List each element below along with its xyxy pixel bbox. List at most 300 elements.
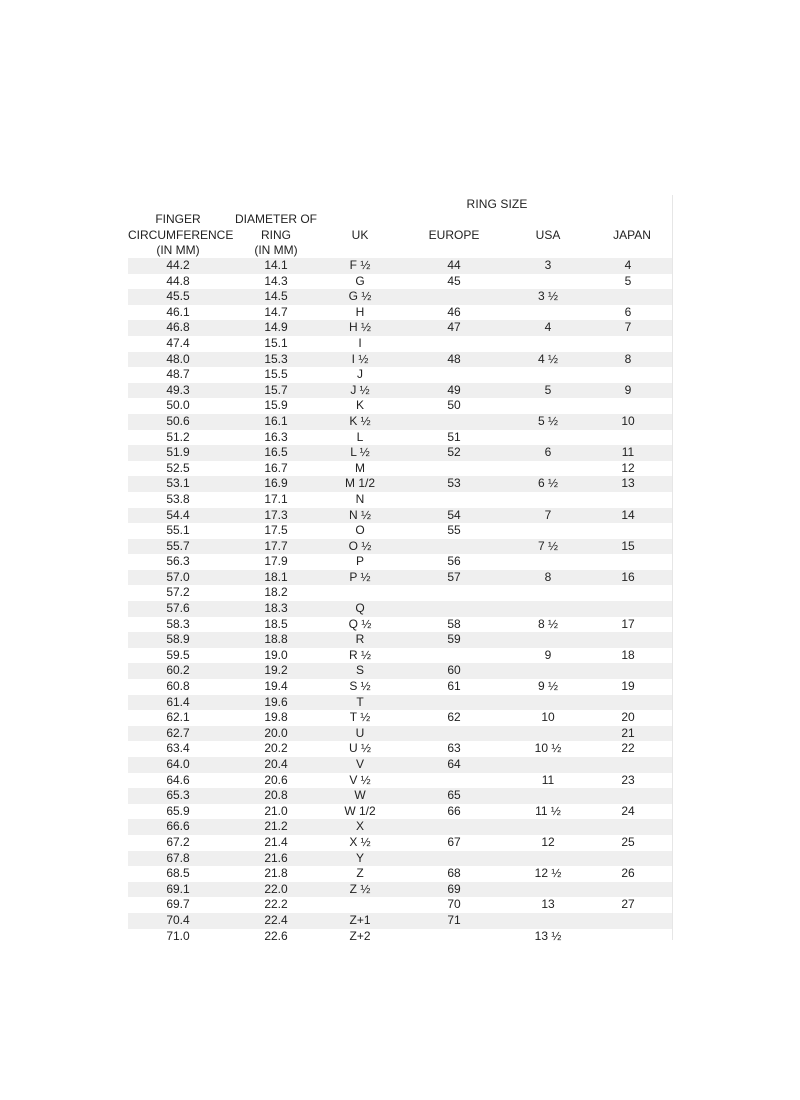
europe-size-cell	[396, 929, 512, 945]
table-row	[128, 773, 672, 789]
usa-size-cell: 3	[544, 258, 552, 272]
japan-size-cell: 15	[621, 538, 635, 553]
japan-size-cell: 12	[621, 460, 635, 475]
finger-circumference-cell: 54.4	[166, 507, 190, 522]
europe-size-cell: 62	[447, 710, 461, 725]
diameter-cell: 20.2	[264, 741, 288, 756]
europe-size-cell: 66	[447, 803, 461, 818]
japan-size-cell	[584, 929, 672, 945]
uk-header: UK	[351, 228, 369, 242]
uk-size-cell: K ½	[349, 413, 371, 428]
uk-size-cell: W 1/2	[344, 803, 376, 818]
diameter-cell: 20.8	[264, 788, 288, 803]
japan-size-cell: 24	[621, 803, 635, 818]
usa-size-cell	[512, 757, 584, 773]
uk-size-cell: N ½	[348, 507, 371, 522]
table-row	[128, 897, 672, 913]
europe-size-cell: 68	[447, 866, 461, 881]
japan-size-cell: 22	[621, 741, 635, 756]
uk-size-cell: M	[355, 460, 365, 475]
diameter-cell: 19.0	[264, 647, 288, 662]
uk-size-cell	[324, 585, 396, 601]
europe-size-cell: 47	[447, 320, 461, 335]
table-row	[128, 866, 672, 882]
finger-circumference-cell: 55.7	[166, 538, 190, 553]
europe-size-cell	[396, 461, 512, 477]
table-row	[128, 352, 672, 368]
table-row	[128, 632, 672, 648]
europe-size-cell: 63	[447, 741, 461, 756]
europe-size-cell	[396, 601, 512, 617]
usa-size-cell	[512, 398, 584, 414]
table-row	[128, 851, 672, 867]
finger-circumference-cell: 45.5	[166, 289, 190, 304]
uk-size-cell: O	[355, 523, 365, 538]
table-row	[128, 741, 672, 757]
europe-size-cell: 59	[447, 632, 461, 647]
japan-size-cell	[584, 632, 672, 648]
usa-size-cell	[512, 554, 584, 570]
europe-size-cell: 52	[447, 445, 461, 460]
usa-size-cell: 10	[541, 710, 555, 725]
japan-size-cell: 19	[621, 679, 635, 694]
finger-circumference-cell: 51.2	[166, 429, 190, 444]
table-row	[128, 804, 672, 820]
japan-size-cell	[584, 851, 672, 867]
usa-size-cell	[512, 695, 584, 711]
japan-size-cell	[584, 601, 672, 617]
table-row	[128, 617, 672, 633]
usa-size-cell: 7 ½	[537, 538, 558, 553]
europe-size-cell: 44	[447, 258, 461, 272]
usa-size-cell	[512, 274, 584, 290]
japan-size-cell: 8	[624, 351, 632, 366]
europe-size-cell	[396, 648, 512, 664]
table-row	[128, 554, 672, 570]
europe-size-cell: 69	[447, 881, 461, 896]
finger-header-line: CIRCUMFERENCE	[128, 227, 234, 242]
uk-size-cell: Z+2	[349, 928, 371, 943]
table-row	[128, 274, 672, 290]
diameter-cell: 20.0	[264, 725, 288, 740]
uk-size-cell: P ½	[349, 569, 371, 584]
europe-size-cell: 57	[447, 569, 461, 584]
uk-size-cell: F ½	[349, 258, 371, 272]
diameter-header-line: DIAMETER OF	[234, 212, 317, 226]
finger-circumference-cell: 69.1	[166, 881, 190, 896]
europe-size-cell: 67	[447, 834, 461, 849]
uk-size-cell: V	[355, 757, 364, 771]
uk-size-cell: Z ½	[349, 881, 371, 896]
uk-size-cell: Z	[356, 866, 364, 881]
finger-circumference-cell: 62.1	[166, 710, 190, 725]
europe-size-cell: 71	[447, 912, 461, 927]
finger-circumference-cell: 47.4	[166, 335, 190, 350]
uk-size-cell: O ½	[348, 538, 372, 553]
uk-size-cell: G	[355, 273, 365, 288]
finger-circumference-cell: 67.8	[166, 850, 190, 865]
europe-size-cell	[396, 414, 512, 430]
europe-size-cell: 48	[447, 351, 461, 366]
japan-size-cell: 14	[621, 507, 635, 522]
europe-size-cell: 58	[447, 616, 461, 631]
uk-size-cell: I ½	[351, 351, 369, 366]
table-row	[128, 882, 672, 898]
uk-size-cell: X	[355, 819, 364, 834]
europe-size-cell	[396, 851, 512, 867]
finger-circumference-cell: 53.8	[166, 491, 190, 506]
usa-size-cell: 12	[541, 834, 555, 849]
finger-circumference-cell: 67.2	[166, 834, 190, 849]
europe-size-cell	[396, 539, 512, 555]
diameter-cell: 17.7	[264, 538, 288, 553]
diameter-cell: 14.3	[264, 273, 288, 288]
diameter-cell: 17.5	[264, 523, 288, 538]
europe-size-cell	[396, 367, 512, 383]
japan-size-cell: 13	[621, 476, 635, 491]
uk-size-cell: H	[355, 304, 365, 319]
japan-size-cell	[584, 757, 672, 773]
diameter-cell: 15.7	[264, 382, 288, 397]
usa-size-cell	[512, 523, 584, 539]
finger-circumference-cell: 60.8	[166, 679, 190, 694]
japan-size-cell: 16	[621, 569, 635, 584]
table-row	[128, 320, 672, 336]
table-row	[128, 414, 672, 430]
europe-size-cell: 50	[447, 398, 461, 413]
japan-size-cell: 23	[621, 772, 635, 787]
finger-circumference-cell: 66.6	[166, 819, 190, 834]
japan-size-cell	[584, 882, 672, 898]
usa-size-cell: 6 ½	[537, 476, 558, 491]
usa-size-cell	[512, 461, 584, 477]
europe-size-cell: 70	[447, 897, 461, 912]
japan-size-cell: 21	[621, 725, 635, 740]
finger-circumference-cell: 48.0	[166, 351, 190, 366]
finger-circumference-cell: 51.9	[166, 445, 190, 460]
finger-circumference-cell: 46.8	[166, 320, 190, 335]
europe-size-cell	[396, 819, 512, 835]
usa-size-cell: 4	[544, 320, 552, 335]
europe-size-cell	[396, 773, 512, 789]
finger-circumference-cell: 58.9	[166, 632, 190, 647]
diameter-cell: 18.8	[264, 632, 288, 647]
diameter-cell: 19.8	[264, 710, 288, 725]
japan-size-cell: 11	[621, 445, 635, 460]
japan-size-cell: 18	[621, 647, 635, 662]
europe-size-cell	[396, 695, 512, 711]
usa-size-cell: 12 ½	[534, 866, 562, 881]
usa-size-cell	[512, 367, 584, 383]
japan-size-cell	[584, 663, 672, 679]
table-row	[128, 679, 672, 695]
diameter-cell: 17.1	[264, 491, 288, 506]
usa-size-cell	[512, 585, 584, 601]
usa-size-cell	[512, 913, 584, 929]
usa-size-cell	[512, 632, 584, 648]
diameter-cell: 21.8	[264, 866, 288, 881]
japan-size-cell: 20	[621, 710, 635, 725]
usa-size-cell	[512, 819, 584, 835]
finger-circumference-cell: 60.2	[166, 663, 190, 678]
table-row	[128, 663, 672, 679]
uk-size-cell: H ½	[348, 320, 371, 335]
diameter-cell: 18.5	[264, 616, 288, 631]
usa-header: USA	[535, 228, 561, 242]
table-row	[128, 648, 672, 664]
finger-circumference-cell: 57.0	[166, 569, 190, 584]
table-row	[128, 585, 672, 601]
diameter-cell: 22.4	[264, 912, 288, 927]
diameter-cell: 16.7	[264, 460, 288, 475]
table-row	[128, 476, 672, 492]
europe-size-cell: 51	[447, 429, 461, 444]
finger-circumference-cell: 44.2	[166, 258, 190, 272]
europe-size-cell: 46	[447, 304, 461, 319]
diameter-cell: 17.9	[264, 554, 288, 569]
diameter-cell: 15.3	[264, 351, 288, 366]
usa-size-cell	[512, 492, 584, 508]
finger-header-line: (IN MM)	[156, 243, 200, 257]
finger-circumference-header	[128, 212, 234, 259]
finger-circumference-cell: 50.6	[166, 413, 190, 428]
ring-size-group-header: RING SIZE	[466, 197, 528, 211]
finger-circumference-cell: 48.7	[166, 367, 190, 382]
uk-size-cell: Q	[355, 601, 365, 616]
diameter-cell: 15.5	[264, 367, 288, 382]
diameter-cell: 18.3	[264, 601, 288, 616]
usa-size-cell	[512, 430, 584, 446]
usa-size-cell	[512, 788, 584, 804]
usa-size-cell	[512, 601, 584, 617]
table-row	[128, 492, 672, 508]
finger-circumference-cell: 58.3	[166, 616, 190, 631]
finger-circumference-cell: 57.2	[166, 585, 190, 600]
usa-size-cell: 11	[541, 772, 555, 787]
diameter-cell: 22.0	[264, 881, 288, 896]
uk-size-cell: Y	[355, 850, 364, 865]
usa-size-cell: 3 ½	[537, 289, 558, 304]
uk-size-cell: Z+1	[349, 912, 371, 927]
finger-circumference-cell: 55.1	[166, 523, 190, 538]
japan-size-cell	[584, 430, 672, 446]
uk-size-cell: K	[355, 398, 364, 413]
diameter-cell: 15.1	[264, 335, 288, 350]
table-row	[128, 695, 672, 711]
finger-circumference-cell: 52.5	[166, 460, 190, 475]
uk-size-cell: J	[357, 367, 363, 382]
diameter-cell: 16.3	[264, 429, 288, 444]
table-row	[128, 445, 672, 461]
table-row	[128, 383, 672, 399]
usa-size-cell	[512, 305, 584, 321]
japan-size-cell	[584, 554, 672, 570]
table-row	[128, 367, 672, 383]
table-row	[128, 929, 672, 945]
uk-size-cell: N	[355, 491, 365, 506]
japan-size-cell	[584, 695, 672, 711]
diameter-header-line: RING	[261, 227, 291, 242]
uk-size-cell: V ½	[349, 772, 371, 787]
europe-size-cell	[396, 585, 512, 601]
finger-circumference-cell: 56.3	[166, 554, 190, 569]
finger-circumference-cell: 65.3	[166, 788, 190, 803]
uk-size-cell: U ½	[348, 741, 371, 756]
diameter-cell: 14.7	[264, 304, 288, 319]
finger-circumference-cell: 61.4	[166, 694, 190, 709]
uk-size-cell: G ½	[348, 289, 372, 304]
europe-size-cell	[396, 492, 512, 508]
diameter-cell: 14.9	[264, 320, 288, 335]
diameter-cell: 19.6	[264, 694, 288, 709]
japan-size-cell: 17	[621, 616, 635, 631]
japan-size-cell: 7	[624, 320, 632, 335]
usa-size-cell: 9	[544, 647, 552, 662]
europe-size-cell: 61	[447, 679, 461, 694]
finger-circumference-cell: 53.1	[166, 476, 190, 491]
diameter-cell: 19.4	[264, 679, 288, 694]
finger-circumference-cell: 59.5	[166, 647, 190, 662]
usa-size-cell: 10 ½	[534, 741, 562, 756]
japan-size-cell: 4	[624, 258, 632, 272]
diameter-cell: 21.0	[264, 803, 288, 818]
japan-size-cell	[584, 398, 672, 414]
europe-size-cell: 55	[447, 523, 461, 538]
uk-size-cell: R ½	[348, 647, 371, 662]
diameter-cell: 16.1	[264, 413, 288, 428]
table-row	[128, 523, 672, 539]
uk-size-cell: T ½	[349, 710, 371, 725]
uk-size-cell: R	[355, 632, 365, 647]
table-row	[128, 835, 672, 851]
usa-size-cell: 8 ½	[537, 616, 558, 631]
japan-size-cell	[584, 819, 672, 835]
finger-circumference-cell: 68.5	[166, 866, 190, 881]
finger-circumference-cell: 63.4	[166, 741, 190, 756]
japan-size-cell: 10	[621, 413, 635, 428]
uk-size-cell: Q ½	[348, 616, 372, 631]
usa-size-cell: 5 ½	[537, 413, 558, 428]
usa-size-cell: 5	[544, 382, 552, 397]
usa-size-cell: 8	[544, 569, 552, 584]
diameter-cell: 16.9	[264, 476, 288, 491]
japan-size-cell: 6	[624, 304, 632, 319]
usa-size-cell: 6	[544, 445, 552, 460]
uk-size-cell: I	[358, 335, 362, 350]
japan-size-cell: 26	[621, 866, 635, 881]
table-row	[128, 819, 672, 835]
japan-size-cell	[584, 585, 672, 601]
table-row	[128, 913, 672, 929]
usa-size-cell: 4 ½	[537, 351, 558, 366]
japan-size-cell: 25	[621, 834, 635, 849]
uk-size-cell	[324, 897, 396, 913]
finger-header-line: FINGER	[155, 212, 201, 226]
table-row	[128, 430, 672, 446]
finger-circumference-cell: 64.0	[166, 757, 190, 771]
japan-size-cell	[584, 367, 672, 383]
usa-size-cell: 9 ½	[537, 679, 558, 694]
finger-circumference-cell: 69.7	[166, 897, 190, 912]
uk-size-cell: L ½	[350, 445, 370, 460]
uk-size-cell: M 1/2	[344, 476, 375, 491]
table-row	[128, 710, 672, 726]
page-edge-divider	[672, 195, 673, 940]
table-row	[128, 336, 672, 352]
uk-size-cell: T	[356, 694, 364, 709]
usa-size-cell	[512, 882, 584, 898]
diameter-cell: 22.2	[264, 897, 288, 912]
finger-circumference-cell: 57.6	[166, 601, 190, 616]
europe-size-cell: 60	[447, 663, 461, 678]
finger-circumference-cell: 46.1	[166, 304, 190, 319]
table-row	[128, 461, 672, 477]
diameter-cell: 20.6	[264, 772, 288, 787]
diameter-cell: 20.4	[264, 757, 288, 771]
diameter-cell: 18.2	[264, 585, 288, 600]
europe-size-cell: 65	[447, 788, 461, 803]
usa-size-cell	[512, 663, 584, 679]
europe-size-cell: 49	[447, 382, 461, 397]
europe-size-cell: 56	[447, 554, 461, 569]
diameter-cell: 15.9	[264, 398, 288, 413]
usa-size-cell: 7	[544, 507, 552, 522]
diameter-cell: 16.5	[264, 445, 288, 460]
europe-size-cell	[396, 726, 512, 742]
uk-size-cell: W	[354, 788, 366, 803]
diameter-cell: 18.1	[264, 569, 288, 584]
japan-header: JAPAN	[613, 228, 651, 242]
japan-size-cell: 27	[621, 897, 635, 912]
diameter-cell: 14.1	[264, 258, 288, 272]
usa-size-cell	[512, 851, 584, 867]
usa-size-cell: 13 ½	[534, 928, 562, 943]
ring-size-table	[128, 258, 672, 944]
finger-circumference-cell: 71.0	[166, 928, 190, 943]
uk-size-cell: U	[355, 725, 365, 740]
table-row	[128, 757, 672, 773]
table-row	[128, 539, 672, 555]
table-row	[128, 258, 672, 274]
japan-size-cell	[584, 492, 672, 508]
japan-size-cell	[584, 788, 672, 804]
uk-size-cell: J ½	[350, 382, 370, 397]
finger-circumference-cell: 62.7	[166, 725, 190, 740]
usa-size-cell: 11 ½	[535, 803, 561, 818]
japan-size-cell	[584, 523, 672, 539]
diameter-cell: 17.3	[264, 507, 288, 522]
japan-size-cell	[584, 336, 672, 352]
table-row	[128, 788, 672, 804]
japan-size-cell: 9	[624, 382, 632, 397]
europe-size-cell	[396, 289, 512, 305]
europe-size-cell	[396, 336, 512, 352]
diameter-header	[228, 212, 324, 259]
table-row	[128, 726, 672, 742]
uk-size-cell: S ½	[349, 679, 371, 694]
table-row	[128, 398, 672, 414]
table-row	[128, 305, 672, 321]
table-row	[128, 508, 672, 524]
table-row	[128, 570, 672, 586]
diameter-cell: 19.2	[264, 663, 288, 678]
usa-size-cell: 13	[541, 897, 555, 912]
finger-circumference-cell: 49.3	[166, 382, 190, 397]
europe-size-cell: 53	[447, 476, 461, 491]
diameter-cell: 21.2	[264, 819, 288, 834]
europe-header: EUROPE	[428, 228, 480, 242]
uk-size-cell: L	[356, 429, 364, 444]
